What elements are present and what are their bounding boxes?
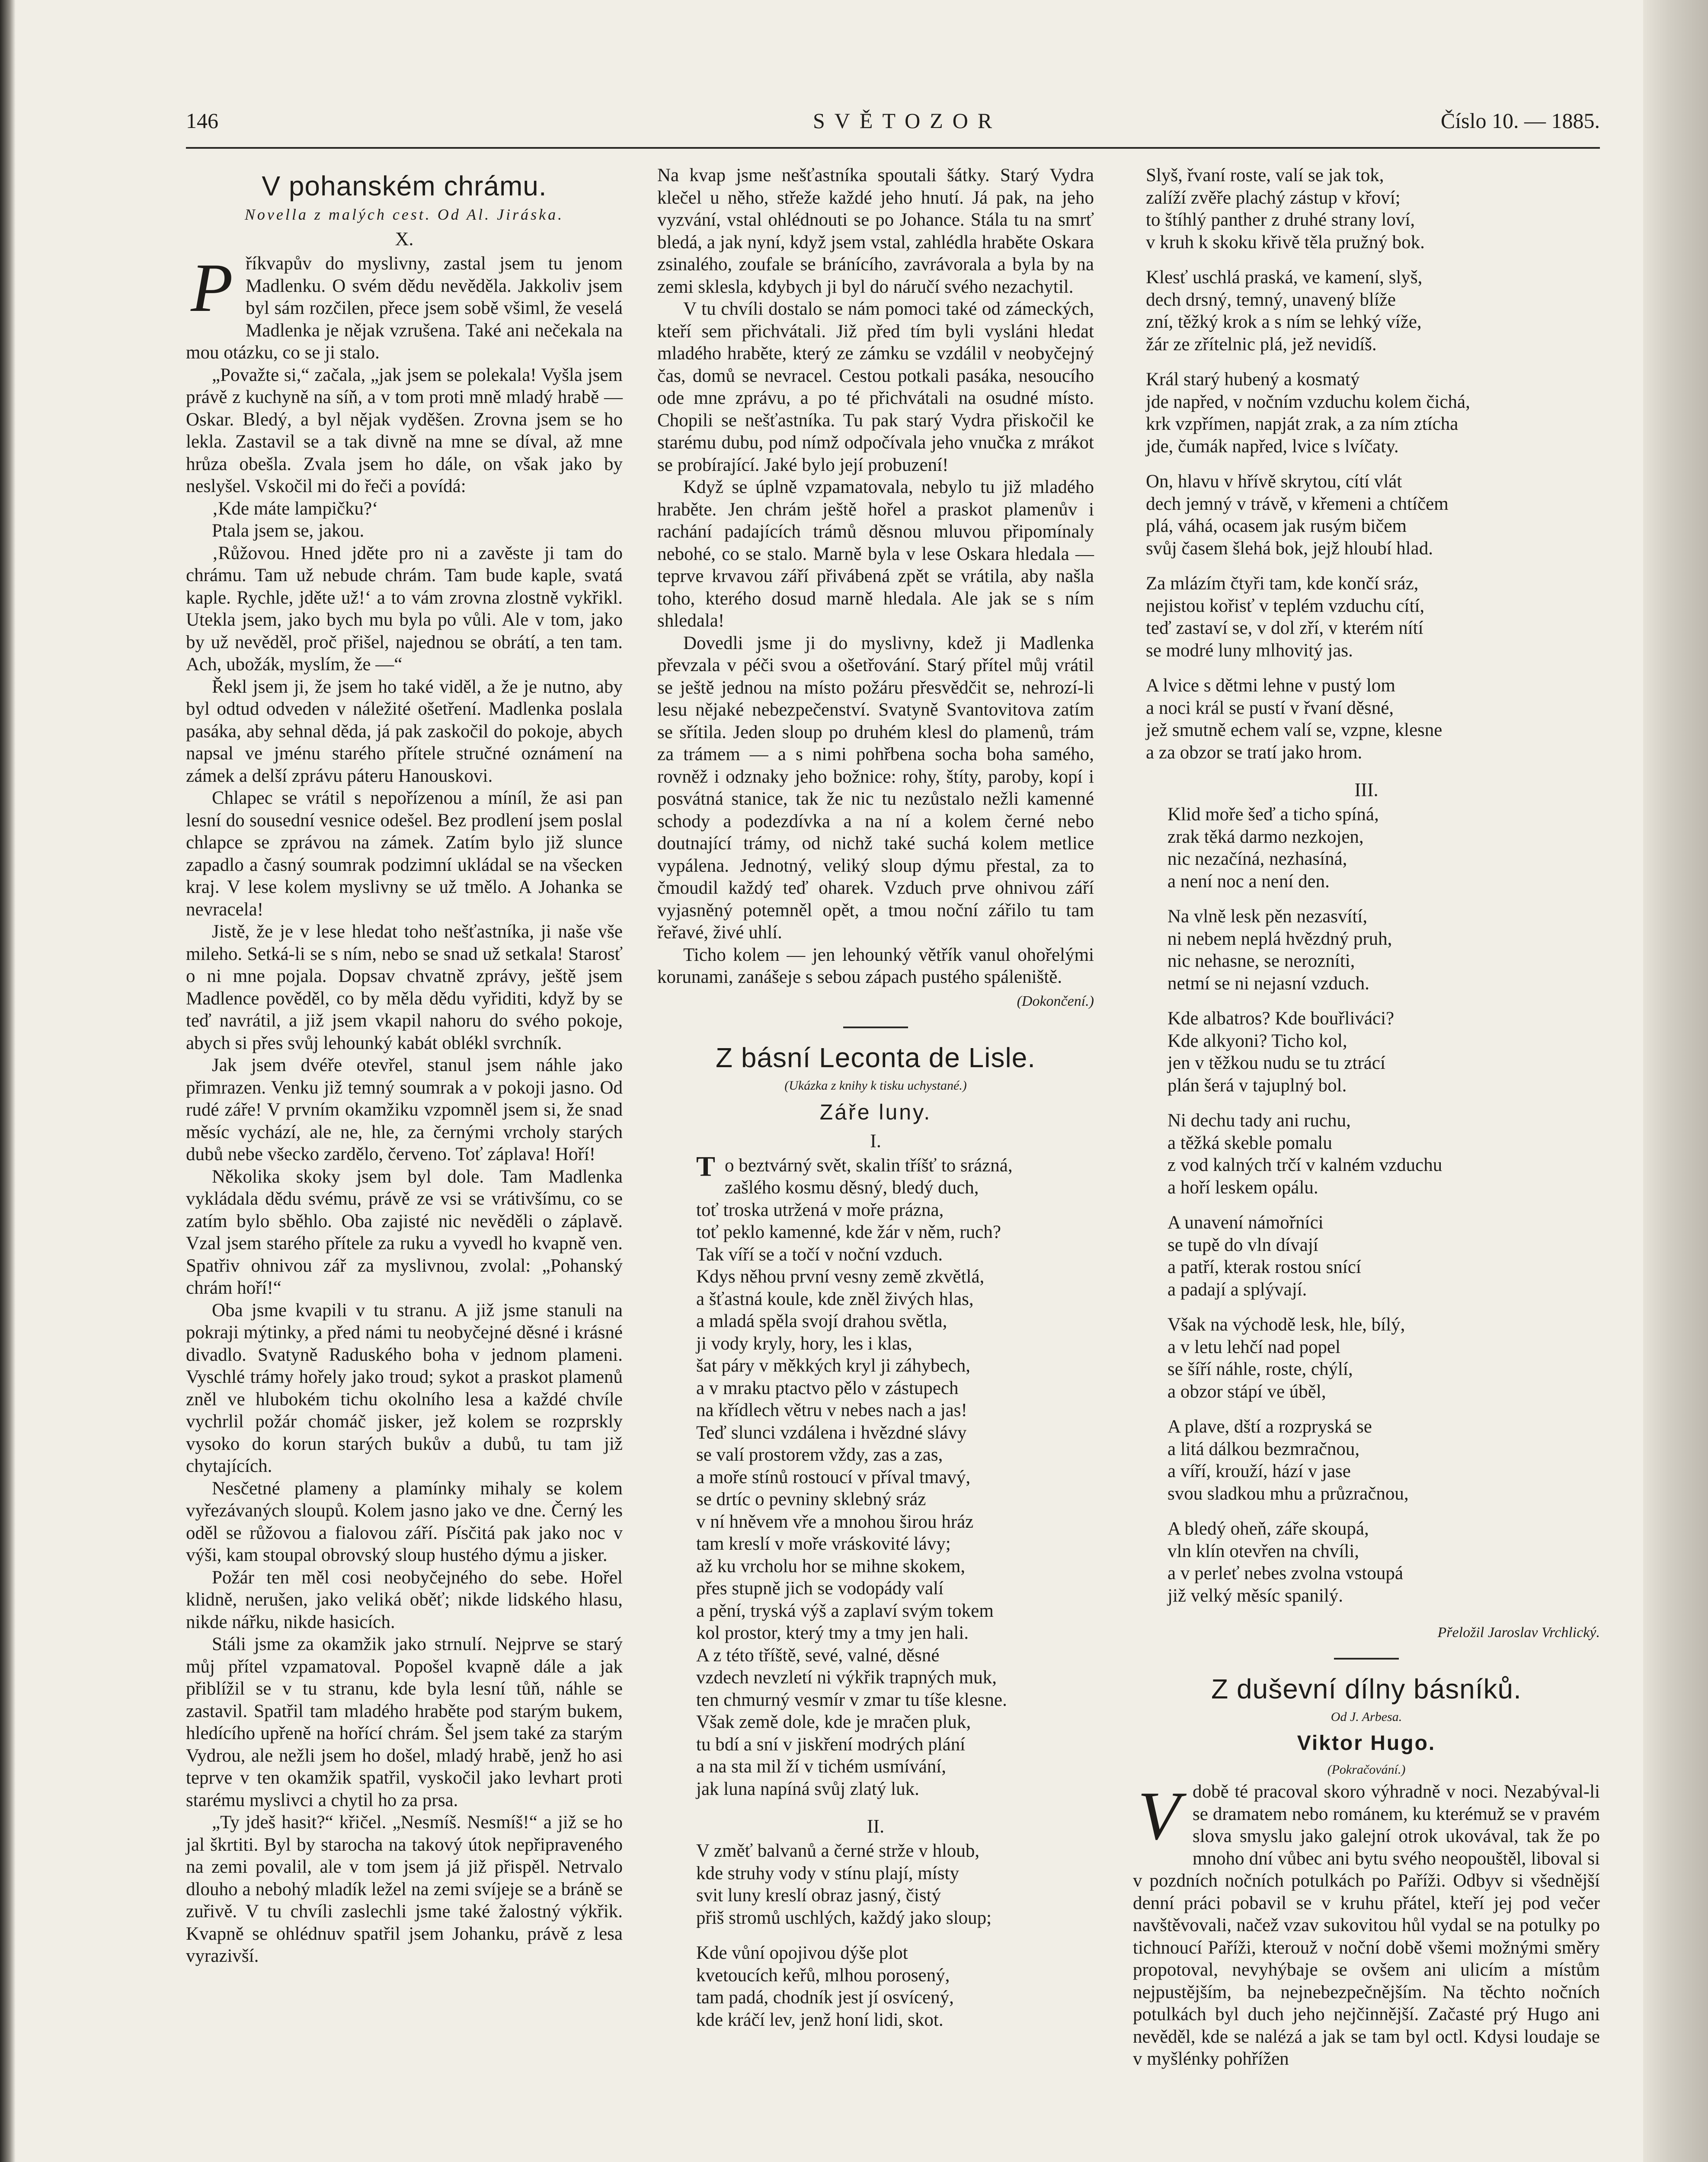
poem-verse: vln klín otevřen na chvíli, [1167, 1541, 1359, 1561]
poem-verse: A plave, dští a rozpryská se [1167, 1417, 1372, 1437]
poem-verse: až ku vrcholu hor se mihne skokem, [696, 1556, 966, 1577]
poem-verse: Tak víří se a točí v noční vzduch. [696, 1244, 943, 1265]
article-subject: Viktor Hugo. [1297, 1732, 1436, 1755]
paragraph: ‚Růžovou. Hned jděte pro ni a zavěste ji tam do chrámu. Tam už nebude chrám. Tam bude kaple, svatá kaple. Rychle, jděte už!‘ a to vám zrovna zlostně vykřikl. Utekla jsem, jako bych mu byla po vůli. Ale v tom, jako by už nevěděl, proč přišel, najednou se obrátí, a ten tam. Ach, ubožák, myslím, že —“ [186, 543, 623, 675]
story-title: V pohanském chrámu. [262, 170, 547, 201]
poem-verse: Kde albatros? Kde bouřliváci? [1167, 1008, 1395, 1029]
poem-verse: to štíhlý panther z druhé strany loví, [1146, 210, 1415, 230]
issue-label: Číslo 10. — 1885. [1440, 109, 1600, 133]
paragraph: Vdobě té pracoval skoro výhradně v noci. Nezabýval-li se dramatem nebo románem, ku kterémuž se v pravém slova smyslu jako galejní otrok ukovával, tak že po mnoho dní vůbec ani bytu svého neopouštěl, liboval si v pozdních nočních potulkách po Paříži. Odbyv si všednější denní práci pobavil se v kruhu přátel, kteří jej pod večer navštěvovali, načež vzav sukovitou hůl vydal se na potulky po tichnoucí Paříži, kterouž v noční době všemi možnými směry propotoval, nevyhýbaje se ovšem ani ulicím a místům nejpustějším, ba nejnebezpečnějším. Na těchto nočních potulkách byl duch jeho nejčinnější. Začasté prý Hugo ani nevěděl, kde se nalézá a jak se tam byl octl. Kdysi loudaje se v myšlénky pohřížen [1133, 1777, 1600, 2069]
poem-verse: přiš stromů uschlých, každý jako sloup; [696, 1907, 992, 1928]
poem-verse: a není noc a není den. [1167, 871, 1330, 892]
poem-verse: v ní hněvem vře a mnohou širou hráz [696, 1511, 974, 1532]
poem-section-number: I. [870, 1130, 881, 1151]
poem-verse: dech jemný v trávě, v křemeni a chtíčem [1146, 493, 1449, 514]
poem-verse: toť peklo kamenné, kde žár v něm, ruch? [696, 1222, 1001, 1242]
poem-verse: jde, čumák napřed, lvice s lvíčaty. [1146, 436, 1399, 457]
paragraph: Ptala jsem se, jakou. [212, 521, 365, 541]
poem-verse: plán šerá v tajuplný bol. [1167, 1075, 1347, 1096]
continued-note: (Pokračování.) [1327, 1762, 1406, 1777]
poem-verse: a v perleť nebes zvolna vstoupá [1167, 1563, 1403, 1583]
poem-verse: plá, váhá, ocasem jak rusým bičem [1146, 516, 1407, 536]
poem-verse: jen v těžkou nudu se tu ztrácí [1167, 1053, 1385, 1073]
poem-verse: a víří, krouží, hází v jase [1167, 1461, 1351, 1481]
poem-verse: Však na východě lesk, hle, bílý, [1167, 1314, 1405, 1335]
paragraph: Požár ten měl cosi neobyčejného do sebe. Hořel klidně, nerušen, jako veliká oběť; nikde lidského hlasu, nikde nářku, nikde hasicích. [186, 1567, 623, 1632]
poem-verse: a obzor stápí ve úběl, [1167, 1381, 1326, 1402]
dropcap-letter: P [191, 249, 233, 326]
poem-collection-subtitle: (Ukázka z knihy k tisku uchystané.) [784, 1078, 967, 1093]
paragraph: Stáli jsme za okamžik jako strnulí. Nejprve se starý můj přítel vzpamatoval. Popošel kvapně dále a jak přiblížil se v tu stranu, kde byla lesní tůň, náhle se zastavil. Spatřil tam mladého hraběte pod starým bukem, hledícího upřeně na hořící chrám. Šel jsem také za starým Vydrou, ale nežli jsem ho došel, mladý hrabě, jenž ho asi teprve v ten okamžik spatřil, vyskočil jako levhart proti starému myslivci a chytil ho za prsa. [186, 1634, 623, 1810]
poem-stanza [1146, 368, 1600, 457]
header-rule [186, 147, 1600, 149]
poem-verse: nic nezačíná, nezhasíná, [1167, 849, 1347, 869]
paragraph: V tu chvíli dostalo se nám pomoci také od zámeckých, kteří sem přichvátali. Již před tím byli vysláni hledat mladého hraběte, který ze zámku se vzdálil v neobyčejný čas, domů se nevracel. Cestou potkali pasáka, nesoucího ode mne zprávu, a po té přichvátali na osudné místo. Chopili se nešťastníka. Tu pak starý Vydra přiskočil ke starému dubu, pod nímž odpočívala jeho vnučka z mrákot se probírající. Jaké bylo její probuzení! [657, 299, 1094, 475]
poem-verse: svůj časem šlehá bok, jejž hloubí hlad. [1146, 538, 1433, 559]
poem-verse: zašlého kosmu děsný, bledý duch, [725, 1177, 979, 1198]
poem-stanza [657, 1840, 1094, 1929]
poem-verse: kvetoucích keřů, mlhou porosený, [696, 1965, 950, 1986]
poem-verse: V změť balvanů a černé strže v hloub, [696, 1841, 980, 1861]
poem-verse: a na sta mil ží v tichém usmívání, [696, 1756, 946, 1777]
poem-verse: A bledý oheň, záře skoupá, [1167, 1519, 1369, 1539]
poem-verse: svit luny kreslí obraz jasný, čistý [696, 1885, 941, 1906]
poem-verse: jež smutně echem valí se, vzpne, klesne [1146, 720, 1443, 740]
poem-part-2-continued [1133, 164, 1600, 764]
poem-verse: a šťastná koule, kde zněl živých hlas, [696, 1289, 974, 1309]
poem-verse: a padají a splývají. [1167, 1279, 1307, 1300]
poem-verse: zrak těká darmo nezkojen, [1167, 826, 1364, 847]
poem-verse: Kdys něhou první vesny země zkvětlá, [696, 1266, 985, 1287]
poem-collection-title: Z básní Leconta de Lisle. [715, 1042, 1036, 1073]
poem-verse: ji vody kryly, hory, les i klas, [696, 1333, 912, 1354]
poem-stanza [1167, 1212, 1600, 1301]
poem-verse: kol prostor, který tmy a tmy jen hali. [696, 1623, 969, 1643]
poem-stanza [1167, 905, 1600, 995]
poem-stanza [1167, 803, 1600, 892]
paragraph: Nesčetné plameny a plamínky mihaly se kolem vyřezávaných sloupů. Kolem jasno jako ve dne. Černý les oděl se růžovou a fialovou září. Písčitá pak jako noc v výši, kam stoupal obrovský sloup hustého dýmu a jisker. [186, 1478, 623, 1565]
poem-verse: Klesť uschlá praská, ve kamení, slyš, [1146, 267, 1423, 288]
poem-stanza [1146, 470, 1600, 560]
poem-verse: a v letu lehčí nad popel [1167, 1337, 1340, 1357]
poem-verse: A unavení námořníci [1167, 1212, 1324, 1233]
poem-verse: toť troska utržená v moře prázna, [696, 1199, 944, 1220]
poem-verse: a patří, kterak rostou snící [1167, 1257, 1361, 1277]
poem-verse: žár ze zřítelnic plá, jež nevidíš. [1146, 334, 1377, 355]
poem-title: Záře luny. [819, 1100, 932, 1124]
poem-stanza [1167, 1007, 1600, 1097]
poem-verse: přes stupně jich se vodopády valí [696, 1578, 944, 1599]
poem-section-number: III. [1354, 779, 1379, 800]
poem-verse: a za obzor se tratí jako hrom. [1146, 742, 1363, 763]
dropcap-letter: V [1138, 1777, 1180, 1854]
poem-stanza [1167, 1518, 1600, 1607]
page-edge-left [0, 0, 16, 2162]
poem-verse: Kde vůní opojivou dýše plot [696, 1943, 908, 1963]
poem-verse: a pění, tryská výš a zaplaví svým tokem [696, 1600, 994, 1621]
poem-verse: nejistou kořisť v teplém vzduchu cítí, [1146, 595, 1425, 616]
poem-verse: Slyš, řvaní roste, valí se jak tok, [1146, 165, 1384, 185]
column-2 [657, 164, 1094, 2044]
poem-verse: a v mraku ptactvo pělo v zástupech [696, 1378, 959, 1398]
poem-verse: ni nebem neplá hvězdný pruh, [1167, 928, 1392, 949]
column-3 [1133, 164, 1600, 2070]
poem-verse: A z této tříště, sevé, valné, děsné [696, 1645, 940, 1666]
article-title: Z duševní dílny básníků. [1211, 1673, 1522, 1705]
poem-verse: šat páry v měkkých kryl ji záhybech, [696, 1356, 971, 1376]
column-1 [186, 164, 623, 1967]
poem-stanza [1167, 1110, 1600, 1199]
paragraph: Chlapec se vrátil s nepořízenou a míníl, že asi pan lesní do sousední vesnice odešel. Bez prodlení jsem poslal chlapce se zprávou na zámek. Zatím bylo již slunce zapadlo a časný soumrak podzimní ukládal se na všecken kraj. V lese kolem myslivny se už tmělo. A Johanka se nevracela! [186, 788, 623, 920]
poem-verse: a litá dálkou bezmračnou, [1167, 1439, 1360, 1459]
paragraph: Ticho kolem — jen lehounký větřík vanul ohořelými korunami, zanášeje s sebou zápach pustého spáleniště. [657, 944, 1094, 987]
poem-verse: jde napřed, v nočním vzduchu kolem čichá, [1146, 391, 1470, 412]
poem-verse: netmí se ni nejasní vzduch. [1167, 973, 1369, 994]
paragraph: Příkvapův do myslivny, zastal jsem tu jenom Madlenku. O svém dědu nevěděla. Jakkoliv jsem byl sám rozčilen, přece jsem sobě všiml, že veselá Madlenka je nějak vzrušena. Také ani nečekala na mou otázku, co se ji stalo. [186, 249, 623, 363]
paragraph: Oba jsme kvapili v tu stranu. A již jsme stanuli na pokraji mýtinky, a před námi tu neobyčejné děsné i krásné divadlo. Svatyně Raduského boha v jednom plameni. Vyschlé trámy hořely jako troud; sykot a praskot plamenů zněl ve hlubokém tichu okolního lesa a každé chvíle vychrlil požár chomáč jisker, jež kolem se rozprskly vysoko do korun starých bukův a dubů, tu tam již chytajících. [186, 1300, 623, 1476]
poem-verse: svou sladkou mhu a průzračnou, [1167, 1483, 1409, 1504]
poem-verse: jak luna napíná svůj zlatý luk. [696, 1778, 919, 1799]
page-header [186, 108, 1600, 147]
dropcap-letter: T [696, 1150, 716, 1182]
poem-verse: nic nehasne, se nerozníti, [1167, 951, 1355, 971]
page-edge-right [1643, 0, 1708, 2162]
chapter-number: X. [395, 228, 414, 249]
poem-stanza [1146, 164, 1600, 253]
poem-verse: A lvice s dětmi lehne v pustý lom [1146, 675, 1395, 696]
poem-verse: Kde alkyoni? Ticho kol, [1167, 1030, 1347, 1051]
poem-stanza [1146, 572, 1600, 662]
paragraph: ‚Kde máte lampičku?‘ [212, 498, 378, 519]
poem-section-number: II. [867, 1816, 885, 1837]
paragraph: „Ty jdeš hasit?“ křičel. „Nesmíš. Nesmíš!“ a již se ho jal škrtiti. Byl by starocha na takový útok nepřipraveného na zemi povalil, ale v tom jsem já již přispěl. Netrvalo dlouho a nebohý mladík ležel na zemi svíjeje se a bráně se zuřivě. V tu chvíli zaslechli jsme také žalostný výkřik. Kvapně se ohlédnuv spatřil jsem Johanku, právě z lesa vyrazivší. [186, 1812, 623, 1966]
poem-verse: dech drsný, temný, unavený blíže [1146, 289, 1396, 310]
article-author: Od J. Arbesa. [1331, 1710, 1402, 1724]
paragraph: Na kvap jsme nešťastníka spoutali šátky. Starý Vydra klečel u něho, střeže každé jeho hnutí. Já pak, na jeho vyzvání, vstal ohlédnouti se po Johance. Stála tu na smrť bledá, a jak nyní, když jsem vstal, zahlédla hraběte Oskara zsinalého, zoufale se bránícího, zavrávorala a byla by na zemi sklesla, kdybych ji byl do náručí svého nezachytil. [657, 165, 1094, 297]
paragraph: Když se úplně vzpamatovala, nebylo tu již mladého hraběte. Jen chrám ještě hořel a praskot plamenův i rachání padajících trámů děsnou mluvou připomínaly nebohé, co se stalo. Marně byla v lese Oskara hledala — teprve krvavou září přivábená zpět se vrátila, aby našla toho, kterého dosud marně hledala. Ale jak se s ním shledala! [657, 477, 1094, 631]
poem-verse: teď zastaví se, v dol zří, v kterém nítí [1146, 618, 1423, 638]
poem-verse: a mladá spěla svojí drahou světla, [696, 1311, 947, 1331]
poem-verse: Za mlázím čtyři tam, kde končí sráz, [1146, 573, 1419, 594]
separator-rule [1334, 1658, 1399, 1660]
poem-verse: se tupě do vln dívají [1167, 1235, 1318, 1255]
poem-verse: zalíží zvěře plachý zástup v křoví; [1146, 187, 1401, 208]
paragraph: „Považte si,“ začala, „jak jsem se polekala! Vyšla jsem právě z kuchyně na síň, a v tom proti mně mladý hrabě — Oskar. Bledý, a byl nějak vyděšen. Zrovna jsem se ho lekla. Zastavil se a tak divně na mne se díval, až mne hrůza obešla. Zvala jsem ho dále, on však jako by neslyšel. Vskočil mi do řeči a povídá: [186, 365, 623, 496]
poem-verse: vzdech nevzletí ni výkřik trapných muk, [696, 1667, 997, 1688]
poem-verse: již velký měsíc spanilý. [1167, 1585, 1343, 1606]
to-be-concluded-note: (Dokončení.) [1017, 993, 1094, 1009]
poem-verse: Král starý hubený a kosmatý [1146, 369, 1360, 390]
poem-verse: tam kreslí v moře vráskovité lávy; [696, 1534, 951, 1554]
poem-verse: Teď slunci vzdálena i hvězdné slávy [696, 1422, 967, 1443]
poem-stanza [657, 1942, 1094, 2031]
poem-stanza [1146, 266, 1600, 355]
paragraph: Řekl jsem ji, že jsem ho také viděl, a že je nutno, aby byl odtud odveden v náležité ošetření. Madlenka poslala pasáka, aby sehnal děda, já pak zaskočil do pokoje, abych napsal ve jménu starého přítele stručné oznámení na zámek a delší zprávu páteru Hanouskovi. [186, 676, 623, 786]
poem-verse: ten chmurný vesmír v zmar tu tíše klesne. [696, 1689, 1007, 1710]
poem-verse: tu bdí a sní v jiskření modrých plání [696, 1734, 966, 1755]
poem-verse: na křídlech větru v nebes nach a jas! [696, 1400, 967, 1420]
poem-verse: v kruh k skoku křivě těla pružný bok. [1146, 232, 1425, 253]
paragraph: Několika skoky jsem byl dole. Tam Madlenka vykládala dědu svému, právě ze vsi se vrátivšímu, co se zatím bylo sběhlo. Oba zajisté nic nevěděli o záplavě. Vzal jsem starého přítele za ruku a vyvedl ho kvapně ven. Spatřiv ohnivou zář za myslivnou, zvolal: „Pohanský chrám hoří!“ [186, 1166, 623, 1298]
poem-verse: z vod kalných trčí v kalném vzduchu [1167, 1155, 1443, 1175]
separator-rule [843, 1027, 908, 1028]
paragraph: Jistě, že je v lese hledat toho nešťastníka, ji naše vše mileho. Setká-li se s ním, nebo se snad už setkala! Starosť o ni mne pojala. Dopsav chvatně zprávy, ještě jsem Madlence pověděl, co by měla dědu vyřiditi, když by se teď navrátil, a již jsem vkapil nahoru do svého pokoje, abych si přes svůj lehounký kabát oblékl svrchník. [186, 921, 623, 1053]
poem-verse: krk vzpřímen, napját zrak, a za ním ztícha [1146, 414, 1459, 434]
poem-verse: se modré luny mlhovitý jas. [1146, 640, 1353, 661]
paragraph: Dovedli jsme ji do myslivny, kdež ji Madlenka převzala v péči svou a ošetřování. Starý přítel můj vrátil se ještě jednou na místo požáru přesvědčit se, nehrozí-li lesu nějaké nebezpečenství. Svatyně Svantovitova zatím se sřítila. Jeden sloup po druhém klesl do plamenů, trám za trámem — a s nimi pohřbena socha boha samého, rovněž i odznaky jeho božnice: rohy, štíty, paroby, kopí i posvátná stanice, tak že nic tu nezůstalo nežli kamenné schody a podezdívka a na ní a kolem černé nebo doutnající trámy, od nichž také suchá kolem metlice vypálena. Jednotný, veliký sloup dýmu přestal, za to čmoudil každý teď oharek. Vzduch prve ohnivou září vyjasněný potemněl opět, a tmou noční zářilo tu tam řeřavé, živé uhlí. [657, 633, 1094, 943]
poem-verse: a těžká skeble pomalu [1167, 1132, 1332, 1153]
poem-part-3 [1133, 803, 1600, 1607]
page-number: 146 [186, 109, 218, 133]
masthead: SVĚTOZOR [813, 109, 1002, 133]
poem-verse: a moře stínů rostoucí v příval tmavý, [696, 1467, 971, 1487]
poem-verse: Na vlně lesk pěn nezasvítí, [1167, 906, 1368, 927]
poem-verse: zní, těžký krok a s ním se lehký víže, [1146, 312, 1422, 332]
poem-verse: a noci král se pustí v řvaní děsné, [1146, 697, 1394, 718]
poem-verse: Však země dole, kde je mračen pluk, [696, 1712, 971, 1732]
poem-verse: se drtíc o pevniny sklebný sráz [696, 1489, 926, 1510]
translator-credit: Přeložil Jaroslav Vrchlický. [1437, 1625, 1600, 1641]
poem-stanza [1167, 1314, 1600, 1403]
poem-verse: se šíří náhle, roste, chýlí, [1167, 1359, 1353, 1379]
poem-stanza [1167, 1416, 1600, 1505]
poem-verse: tam padá, chodník jest jí osvícený, [696, 1987, 954, 2008]
poem-verse: On, hlavu v hřívě skrytou, cítí vlát [1146, 471, 1402, 492]
story-subtitle: Novella z malých cest. Od Al. Jiráska. [244, 206, 564, 223]
paragraph: Jak jsem dvéře otevřel, stanul jsem náhle jako přimrazen. Venku již temný soumrak a v pokoji jasno. Od rudé záře! V prvním okamžiku vzpomněl jsem si, že snad měsíc vychází, ale ne, hle, za černými vrcholy starých dubů nebe všecko zardělo, červeno. Toť záplava! Hoří! [186, 1055, 623, 1164]
poem-verse: a hoří leskem opálu. [1167, 1177, 1318, 1198]
poem-stanza [1146, 675, 1600, 764]
poem-verse: kde struhy vody v stínu plají, místy [696, 1863, 959, 1884]
poem-verse: se valí prostorem vždy, zas a zas, [696, 1445, 943, 1465]
poem-verse: Klid moře šeď a ticho spíná, [1167, 804, 1379, 825]
poem-stanza [657, 1150, 1094, 1801]
poem-verse: Ni dechu tady ani ruchu, [1167, 1110, 1351, 1131]
poem-verse: kde kráčí lev, jenž honí lidi, skot. [696, 2009, 944, 2030]
poem-verse: To beztvárný svět, skalin tříšť to srázná, [696, 1150, 1013, 1182]
